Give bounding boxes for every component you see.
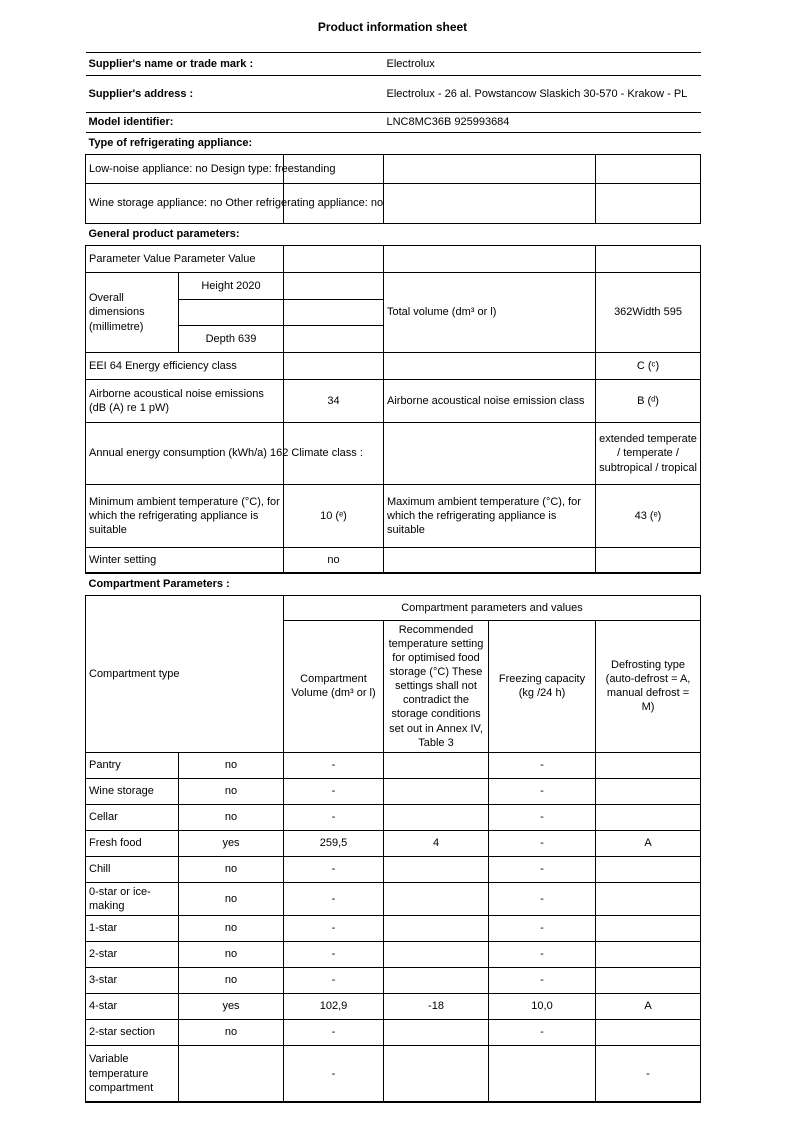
compartment-freezing-cell: -: [489, 778, 596, 804]
compartment-temperature-cell: [384, 967, 489, 993]
compartment-volume-cell: -: [284, 752, 384, 778]
compartment-defrost-cell: [596, 1019, 701, 1045]
compartment-volume-cell: -: [284, 778, 384, 804]
compartment-volume-cell: -: [284, 1019, 384, 1045]
defrost-column-header: Defrosting type (auto-defrost = A, manual defrost = M): [596, 621, 701, 753]
compartment-row-wine-storage: [86, 778, 701, 804]
compartment-defrost-cell: [596, 915, 701, 941]
empty-cell: [284, 273, 384, 300]
noise-row: [86, 380, 701, 423]
compartment-defrost-cell: [596, 882, 701, 915]
empty-cell: [384, 155, 596, 184]
max-temperature-value: 43 (ᵉ): [596, 485, 701, 548]
compartment-type-header: Compartment type: [86, 596, 284, 753]
model-identifier-label: Model identifier:: [86, 113, 384, 133]
parameter-value-header-row: [86, 246, 701, 273]
empty-cell: [384, 548, 596, 573]
compartment-freezing-cell: [489, 1045, 596, 1102]
compartment-present-cell: no: [179, 752, 284, 778]
general-section-header-row: [86, 224, 701, 246]
compartment-defrost-cell: [596, 778, 701, 804]
compartment-defrost-cell: [596, 804, 701, 830]
dimension-depth-cell: Depth 639: [179, 326, 284, 353]
compartment-present-cell: no: [179, 1019, 284, 1045]
wine-storage-other-row: [86, 184, 701, 224]
empty-cell: [384, 246, 596, 273]
compartment-volume-cell: 102,9: [284, 993, 384, 1019]
max-temperature-label: Maximum ambient temperature (°C), for which the refrigerating appliance is suitable: [384, 485, 596, 548]
compartment-row-2-star: [86, 941, 701, 967]
compartment-type-cell: Cellar: [86, 804, 179, 830]
compartment-defrost-cell: -: [596, 1045, 701, 1102]
compartment-temperature-cell: -18: [384, 993, 489, 1019]
supplier-address-value: Electrolux - 26 al. Powstancow Slaskich 30-570 - Krakow - PL: [384, 76, 701, 113]
compartment-temperature-cell: 4: [384, 830, 489, 856]
compartment-type-cell: Fresh food: [86, 830, 179, 856]
compartment-section-header-row: [86, 573, 701, 596]
compartment-type-cell: 3-star: [86, 967, 179, 993]
compartment-present-cell: no: [179, 967, 284, 993]
product-information-table: [85, 52, 701, 1103]
model-identifier-value: LNC8MC36B 925993684: [384, 113, 701, 133]
compartment-defrost-cell: [596, 941, 701, 967]
compartment-params-header: Compartment parameters and values: [284, 596, 701, 621]
low-noise-design-row: [86, 155, 701, 184]
compartment-volume-cell: -: [284, 1045, 384, 1102]
compartment-type-cell: 0-star or ice-making: [86, 882, 179, 915]
compartment-row-pantry: [86, 752, 701, 778]
compartment-row-variable-temperature: [86, 1045, 701, 1102]
compartment-volume-cell: -: [284, 915, 384, 941]
supplier-address-row: [86, 76, 701, 113]
general-section-header: General product parameters:: [86, 224, 701, 246]
empty-cell: [284, 300, 384, 326]
compartment-row-0-star: [86, 882, 701, 915]
parameter-value-header: Parameter Value Parameter Value: [86, 246, 284, 273]
compartment-row-fresh-food: [86, 830, 701, 856]
dimension-height-cell: Height 2020: [179, 273, 284, 300]
empty-cell: [284, 326, 384, 353]
empty-cell: [596, 155, 701, 184]
compartment-present-cell: no: [179, 778, 284, 804]
compartment-row-4-star: [86, 993, 701, 1019]
total-volume-label: Total volume (dm³ or l): [384, 273, 596, 353]
compartment-defrost-cell: A: [596, 830, 701, 856]
compartment-freezing-cell: -: [489, 967, 596, 993]
compartment-temperature-cell: [384, 882, 489, 915]
compartment-type-cell: Variable temperature compartment: [86, 1045, 179, 1102]
compartment-present-cell: no: [179, 915, 284, 941]
empty-cell: [179, 300, 284, 326]
empty-cell: [384, 423, 596, 485]
model-identifier-row: [86, 113, 701, 133]
compartment-row-2-star-section: [86, 1019, 701, 1045]
compartment-section-header: Compartment Parameters :: [86, 573, 701, 596]
compartment-temperature-cell: [384, 915, 489, 941]
compartment-type-cell: 4-star: [86, 993, 179, 1019]
compartment-present-cell: yes: [179, 993, 284, 1019]
empty-cell: [284, 353, 384, 380]
empty-cell: [284, 246, 384, 273]
winter-setting-value: no: [284, 548, 384, 573]
compartment-freezing-cell: -: [489, 882, 596, 915]
freezing-column-header: Freezing capacity (kg /24 h): [489, 621, 596, 753]
compartment-present-cell: [179, 1045, 284, 1102]
energy-class-value: C (ᶜ): [596, 353, 701, 380]
ambient-temperature-row: [86, 485, 701, 548]
compartment-present-cell: no: [179, 882, 284, 915]
compartment-volume-cell: -: [284, 856, 384, 882]
compartment-freezing-cell: -: [489, 804, 596, 830]
type-section-header: Type of refrigerating appliance:: [86, 133, 701, 155]
empty-cell: [596, 548, 701, 573]
compartment-defrost-cell: [596, 752, 701, 778]
wine-storage-other-text: Wine storage appliance: no Other refrigerating appliance: no: [86, 184, 284, 224]
compartment-type-cell: Pantry: [86, 752, 179, 778]
compartment-volume-cell: -: [284, 941, 384, 967]
noise-emissions-value: 34: [284, 380, 384, 423]
compartment-freezing-cell: -: [489, 941, 596, 967]
compartment-freezing-cell: -: [489, 1019, 596, 1045]
supplier-address-label: Supplier's address :: [86, 76, 384, 113]
total-volume-value: 362Width 595: [596, 273, 701, 353]
compartment-present-cell: no: [179, 856, 284, 882]
min-temperature-value: 10 (ᵉ): [284, 485, 384, 548]
eei-row: [86, 353, 701, 380]
winter-setting-label: Winter setting: [86, 548, 284, 573]
compartment-defrost-cell: A: [596, 993, 701, 1019]
compartment-defrost-cell: [596, 856, 701, 882]
compartment-freezing-cell: -: [489, 752, 596, 778]
compartment-type-cell: 2-star: [86, 941, 179, 967]
compartment-temperature-cell: [384, 1045, 489, 1102]
supplier-name-row: [86, 53, 701, 76]
compartment-type-cell: 2-star section: [86, 1019, 179, 1045]
compartment-defrost-cell: [596, 967, 701, 993]
noise-class-value: B (ᵈ): [596, 380, 701, 423]
compartment-present-cell: no: [179, 941, 284, 967]
supplier-name-label: Supplier's name or trade mark :: [86, 53, 384, 76]
winter-setting-row: [86, 548, 701, 573]
empty-cell: [596, 246, 701, 273]
compartment-params-header-row: [86, 596, 701, 621]
compartment-row-chill: [86, 856, 701, 882]
noise-emissions-label: Airborne acoustical noise emissions (dB (A) re 1 pW): [86, 380, 284, 423]
compartment-temperature-cell: [384, 856, 489, 882]
compartment-volume-cell: -: [284, 967, 384, 993]
dimensions-row-height: [86, 273, 701, 300]
noise-class-label: Airborne acoustical noise emission class: [384, 380, 596, 423]
eei-label: EEI 64 Energy efficiency class: [86, 353, 284, 380]
compartment-freezing-cell: -: [489, 856, 596, 882]
compartment-volume-cell: -: [284, 882, 384, 915]
dimensions-label: Overall dimensions (millimetre): [86, 273, 179, 353]
empty-cell: [596, 184, 701, 224]
temperature-column-header: Recommended temperature setting for optimised food storage (°C) These settings shall not contradict the storage conditions set out in Annex IV, Table 3: [384, 621, 489, 753]
compartment-temperature-cell: [384, 804, 489, 830]
compartment-temperature-cell: [384, 752, 489, 778]
compartment-type-cell: Wine storage: [86, 778, 179, 804]
compartment-volume-cell: 259,5: [284, 830, 384, 856]
compartment-row-cellar: [86, 804, 701, 830]
type-section-header-row: [86, 133, 701, 155]
compartment-freezing-cell: -: [489, 915, 596, 941]
low-noise-design-text: Low-noise appliance: no Design type: freestanding: [86, 155, 284, 184]
compartment-temperature-cell: [384, 941, 489, 967]
compartment-row-3-star: [86, 967, 701, 993]
compartment-freezing-cell: -: [489, 830, 596, 856]
compartment-present-cell: yes: [179, 830, 284, 856]
empty-cell: [384, 353, 596, 380]
empty-cell: [384, 184, 596, 224]
annual-energy-label: Annual energy consumption (kWh/a) 162 Climate class :: [86, 423, 284, 485]
supplier-name-value: Electrolux: [384, 53, 701, 76]
compartment-temperature-cell: [384, 1019, 489, 1045]
min-temperature-label: Minimum ambient temperature (°C), for which the refrigerating appliance is suitable: [86, 485, 284, 548]
compartment-volume-cell: -: [284, 804, 384, 830]
compartment-type-cell: Chill: [86, 856, 179, 882]
volume-column-header: Compartment Volume (dm³ or l): [284, 621, 384, 753]
page-title: Product information sheet: [317, 20, 468, 34]
compartment-temperature-cell: [384, 778, 489, 804]
compartment-row-1-star: [86, 915, 701, 941]
compartment-present-cell: no: [179, 804, 284, 830]
compartment-freezing-cell: 10,0: [489, 993, 596, 1019]
annual-energy-row: [86, 423, 701, 485]
compartment-type-cell: 1-star: [86, 915, 179, 941]
climate-class-value: extended temperate / temperate / subtropical / tropical: [596, 423, 701, 485]
